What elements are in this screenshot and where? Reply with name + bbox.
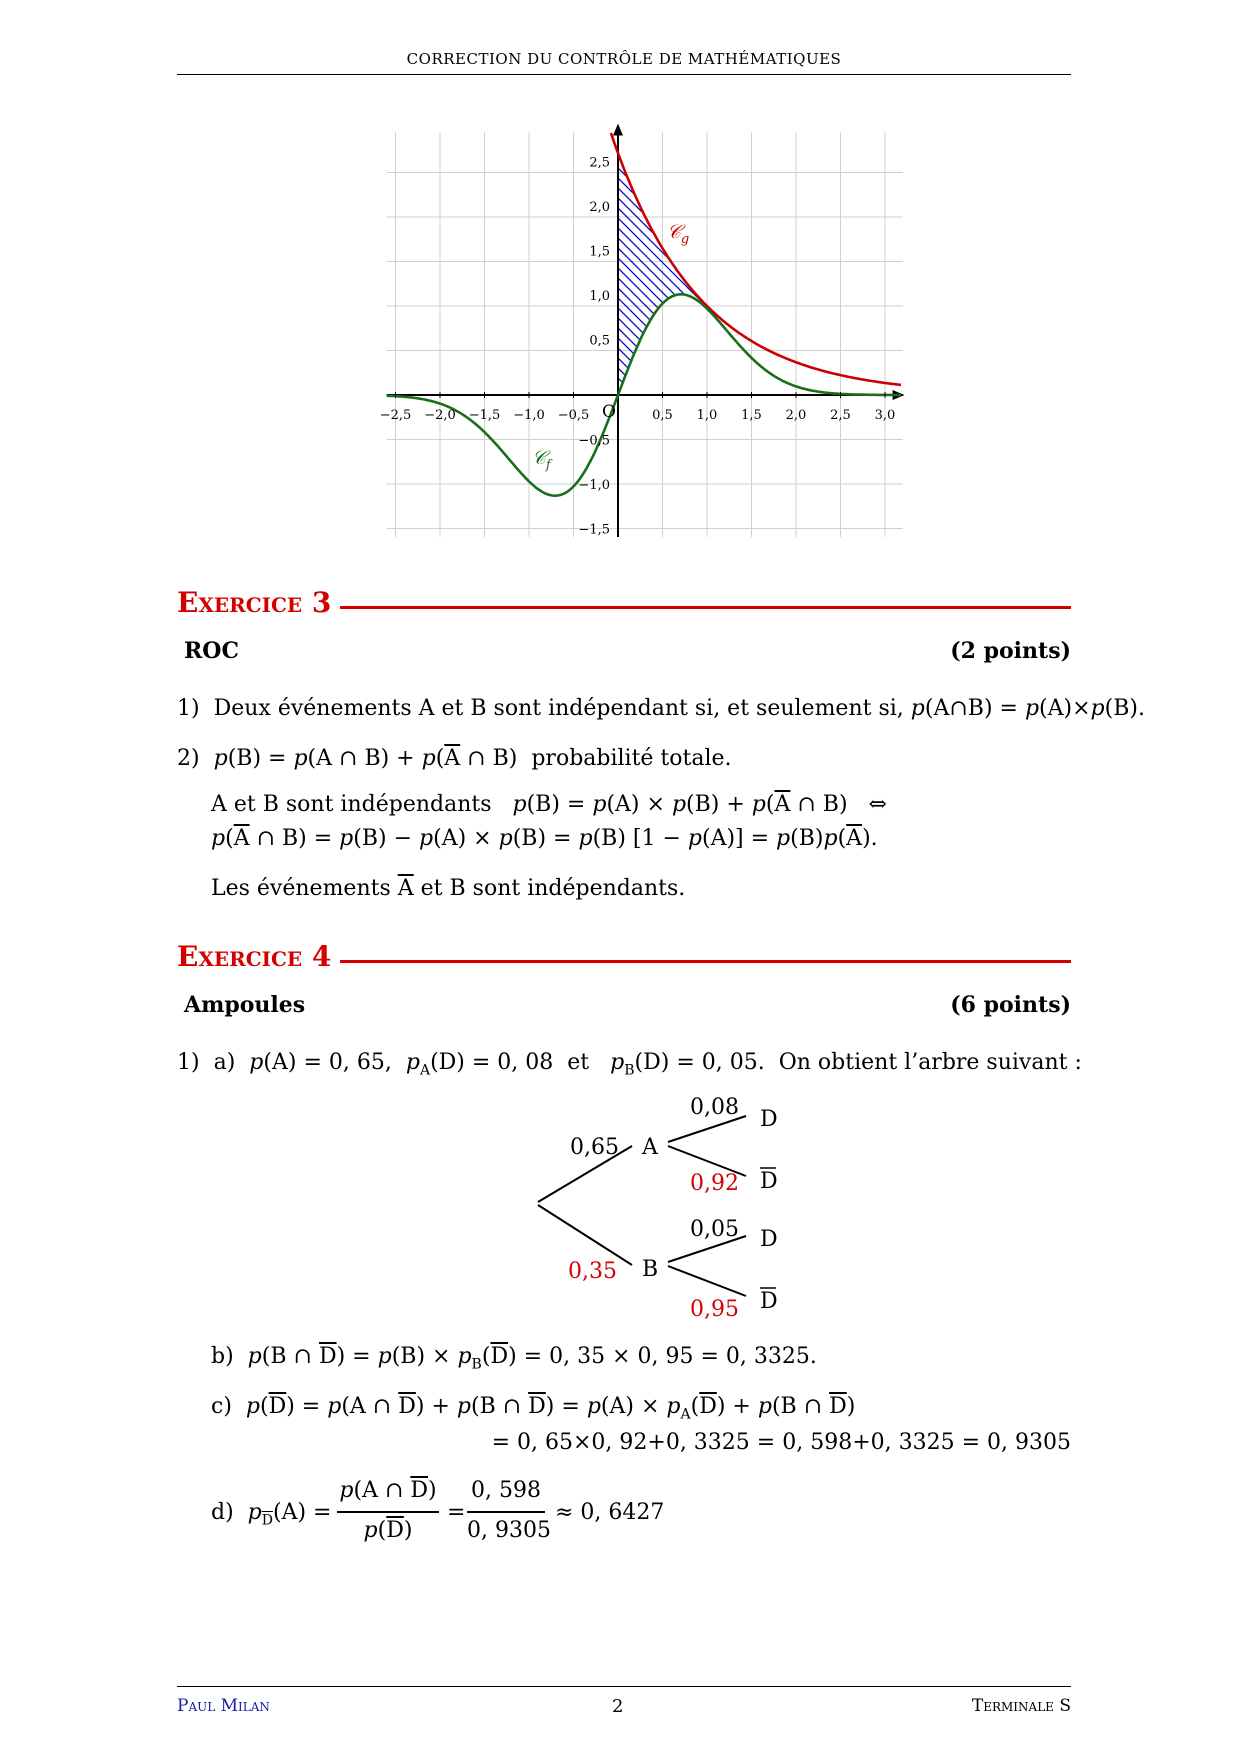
label-cg: 𝒞$_g$: [667, 221, 690, 247]
ex4-q1a: 1) a) p(A) = 0, 65, $p_A(D) = 0$, 08 et $p_B(D) = 0$, 05. On obtient l’arbre suivant :: [177, 1050, 1082, 1079]
function-graph: [370, 112, 910, 537]
exercise-4-rule: [340, 960, 1071, 963]
prob-a: 0,65: [570, 1135, 619, 1160]
exercise-4-title: Exercice 4: [177, 940, 332, 973]
ex4-d-frac1-den: $p(\overline{D})$: [363, 1518, 413, 1543]
exercise-4-points: (6 points): [950, 992, 1071, 1018]
x-tick-label: −1,5: [468, 408, 501, 423]
prob-a-notd: 0,92: [690, 1171, 739, 1196]
ex4-q1b: b) p(B ∩ $\overline{D}) = p(B) \times p_B(\overline{D}) = 0$, 35 × 0, 95 = 0, 3325.: [211, 1344, 817, 1373]
node-a-d: D: [760, 1107, 778, 1132]
exercise-3-rule: [340, 606, 1071, 609]
prob-a-d: 0,08: [690, 1095, 739, 1120]
branch-b: [538, 1205, 632, 1265]
x-tick-label: 2,5: [830, 408, 851, 423]
y-tick-label: 2,5: [589, 155, 610, 171]
ex4-d-eq: =: [447, 1500, 466, 1525]
x-tick-label: −2,5: [379, 408, 412, 423]
node-a-notd: D: [760, 1169, 778, 1194]
label-cf: 𝒞$_f$: [532, 447, 551, 473]
x-tick-label: 1,5: [741, 408, 762, 423]
ex4-d-frac2-den: 0, 9305: [467, 1518, 551, 1543]
y-tick-label: 2,0: [589, 200, 610, 215]
exercise-4-subtitle: Ampoules: [184, 992, 306, 1018]
origin-label: O: [602, 402, 616, 422]
ex4-q1c-line2: = 0, 65×0, 92+0, 3325 = 0, 598+0, 3325 = 0, 9305: [491, 1430, 1071, 1455]
footer-page-number: 2: [612, 1696, 624, 1717]
ex4-q1d-label: d) $p_{\overline{D}}(A)$ =: [211, 1500, 332, 1529]
ex3-q1: 1) Deux événements A et B sont indépendant si, et seulement si, p(A∩B) = p(A)×p(B).: [177, 696, 1145, 721]
prob-b: 0,35: [568, 1259, 617, 1284]
prob-b-d: 0,05: [690, 1217, 739, 1242]
y-tick-label: 1,5: [589, 244, 610, 260]
probability-tree: [530, 1080, 820, 1325]
ex3-q2-line3: $p(\overline{A}$ ∩ B) = p(B) − p(A) × p(B) = p(B) $[1 - p(A)] = p(B)p(\overline{A})$.: [211, 826, 878, 851]
ex4-d-approx: ≈ 0, 6427: [555, 1500, 665, 1525]
x-tick-label: 1,0: [696, 408, 718, 423]
y-tick-label: 1,0: [589, 289, 610, 304]
footer-class: Terminale S: [971, 1696, 1071, 1716]
ex4-q1c: c) $p(\overline{D}) = p(A$ ∩ $\overline{D}) + p(B$ ∩ $\overline{D}) = p(A) \times p_A(\overline{D}) + p(B$ ∩ $\overline{D}$): [211, 1394, 856, 1423]
prob-b-notd: 0,95: [690, 1297, 739, 1322]
ex4-d-frac1-num: p(A ∩ $\overline{D}$): [339, 1478, 437, 1503]
y-tick-label: −1,0: [578, 478, 610, 493]
curve-g: [611, 133, 901, 385]
graph-grid: [387, 132, 903, 537]
x-tick-label: 3,0: [874, 408, 896, 423]
header-rule: [177, 74, 1071, 75]
footer-rule: [177, 1686, 1071, 1687]
exercise-3-subtitle: ROC: [184, 638, 239, 664]
ex3-conclusion: Les événements $\overline{A}$ et B sont indépendants.: [211, 876, 686, 901]
page-header: CORRECTION DU CONTRÔLE DE MATHÉMATIQUES: [406, 50, 842, 68]
x-tick-label: 2,0: [785, 408, 807, 423]
node-b-notd: D: [760, 1289, 778, 1314]
exercise-3-title: Exercice 3: [177, 586, 332, 619]
branch-b-notd: [668, 1266, 746, 1296]
y-tick-label: 0,5: [589, 333, 610, 349]
exercise-3-points: (2 points): [950, 638, 1071, 664]
x-tick-label: −2,0: [424, 408, 456, 423]
y-tick-label: −1,5: [578, 522, 610, 537]
footer-author: Paul Milan: [177, 1696, 270, 1716]
ex4-d-frac1-bar: [337, 1511, 439, 1513]
x-tick-label: −0,5: [557, 408, 590, 423]
node-b: B: [642, 1257, 659, 1282]
node-b-d: D: [760, 1227, 778, 1252]
ex4-d-frac2-bar: [467, 1511, 545, 1513]
ex4-d-frac2-num: 0, 598: [471, 1478, 541, 1503]
x-tick-label: −1,0: [513, 408, 545, 423]
y-tick-label: −0,5: [578, 433, 610, 449]
node-a: A: [642, 1135, 658, 1160]
ex3-q2: 2) p(B) = p(A ∩ $B) + p(\overline{A}$ ∩ B) probabilité totale.: [177, 746, 732, 771]
ex3-q2-line2: A et B sont indépendants $p(B) = p(A) \times p(B) + p(\overline{A}$ ∩ B) ⇔: [211, 792, 887, 817]
x-tick-label: 0,5: [652, 408, 673, 423]
